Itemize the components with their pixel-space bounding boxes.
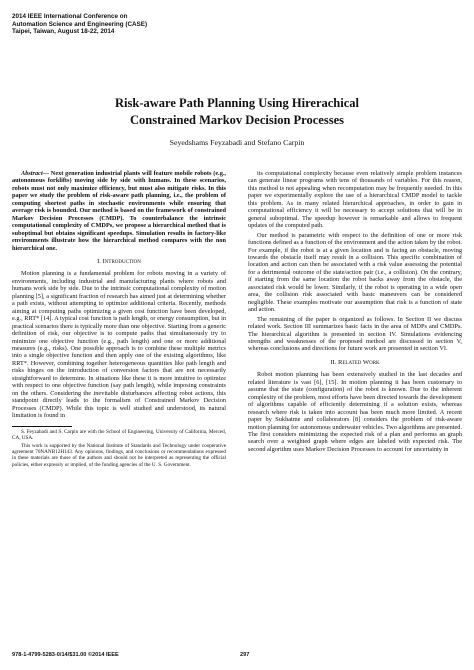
intro-paragraph-method: Our method is parametric with respect to the definition of one or more risk functions defined as a function of the environment and the action taken by the robot. For example, if the robot is at a given location and is facing an obstacle, moving towards the obstacle itself may result in a collision. This specific combination of location and action can then be associated with a risk value assessing the potential for a detrimental outcome of the state/action pair (i.e., a collision). On the contrary, if starting from the same location the robot backs away from the obstacle, the associated risk would be lower. Similarly, if the robot is operating in a wide open area, the collision risk associated with basic maneuvers can be considered negligible. These examples motivate our assumption that risk is a function of state and action. [248,231,462,314]
paper-title-line-1: Risk-aware Path Planning Using Hirerachical [115,96,359,110]
author-line: Seyedshams Feyzabadi and Stefano Carpin [169,138,305,147]
related-work-paragraph: Robot motion planning has been extensively studied in the last decades and related literature is vast [6], [15]. In motion planning it has been customary to assume that the state (configuration) of the robot is known. Due to the inherent complexity of the problem, most efforts have been directed towards the development of algorithms capable of efficiently determining if a solution exists, whereas research where risk is taken into account has been much more limited. A recent paper by Sukhatme and collaborators [8] considers the problem of risk-aware motion planning for autonomous underwater vehicles. Two algorithms are presented. The first considers minimizing the expected risk of a plan and performs an graph search over a weighted graph where edges are labeled with expected risk. The second algorithm uses Markov Decision Processes to account for uncertainty in [248,371,463,453]
conference-header-line-1: 2014 IEEE International Conference on [12,13,128,20]
conference-header [12,13,312,36]
intro-paragraph-continued: its computational complexity because even relatively simple problem instances can generate linear programs with tens of thousands of variables. For this reason, this method is not appealing when recomputation may be frequently needed. In this paper we experimentally explore the use of a hierarchical CMDP model to tackle this problem. As in many related hierarchical approaches, in order to gain in computational efficiency it will be necessary to accept solutions that will be in general suboptimal. The speedup however is remarkable and allows to frequent updates of the computed path. [248,170,462,230]
page-number: 297 [240,652,250,658]
right-column [248,170,462,455]
paper-title [0,95,474,129]
abstract-text: — Next generation industrial plants will feature mobile robots (e.g., autonomous forklifts) moving side by side with humans. In these scenarios, robots must not only maximize efficiency, but must also mitigate risks. In this paper we study the problem of risk-aware path planning, i.e., the problem of computing shortest paths in stochastic environments while ensuring that average risk is bounded. Our method is based on the framework of constrained Markov Decision Processes (CMDP). To counterbalance the intrinsic computational complexity of CMDPs, we propose a hierarchical method that is suboptimal but obtains significant speedups. Simulation results in factory-like environments illustrate how the hierarchical method compares with the non hierarchical one. [12,170,226,252]
conference-header-line-2: Automation Science and Engineering (CASE) [12,20,148,28]
abstract [12,170,226,252]
section-title-related-work: II. Related Work [330,358,380,366]
conference-header-line-3: Taipei, Taiwan, August 18-22, 2014 [12,28,115,36]
intro-paragraph-organization: The remaining of the paper is organized as follows. In Section II we discuss related work. Section III summarizes basic facts in the area of MDPs and CMDPs. The hierarchical algorithm is presented in section IV. Simulations evidencing strengths and weaknesses of the proposed method are discussed in section V, whereas conclusions and directions for future work are presented in section VI. [248,315,462,353]
left-column [12,170,226,470]
footer-isbn: 978-1-4799-5283-0/14/$31.00 ©2014 IEEE [12,652,119,658]
footnote-funding: This work is supported by the National Institute of Standards and Technology under cooperative agreement 70NANB12H143. Any opinions, findings, and conclusions or recommendations expressed in these materials are those of the authors and should not be interpreted as representing the official policies, either expressly or implied, of the funding agencies of the U. S. Government. [12,442,226,468]
abstract-lead: Abstract [21,170,43,177]
paper-title-line-2: Constrained Markov Decision Processes [130,113,344,127]
footnote-affiliation: S. Feyzabadi and S. Carpin are with the School of Engineering, University of California, Merced, CA, USA. [12,428,226,441]
footnote-divider [12,426,72,427]
intro-paragraph: Motion planning is a fundamental problem for robots moving in a variety of environments, including industrial and manufacturing plants where robots and humans work side by side. Due to the intrinsic computational complexity of motion planning [5], a significant fraction of research has aimed just at determining whether a path exists, without attempting to optimize additional criteria. Recently, methods aiming at computing paths optimizing a given cost function have been developed, e.g., RRT* [14]. A typical cost function is path length, or energy consumption, but in practical scenarios there is typically more than one objective. Starting from a generic definition of risk, our objective is to compute paths that simultaneously try to minimize one objective function (e.g., path length) and one or more additional measures (e.g., risks). One possible approach is to combine these multiple metrics into a single objective function and then apply one of the existing algorithms, like RRT*. However, combining together heterogeneous quantities like path length and risks hinges on the introduction of conversion factors that are not necessarily straightforward to determine. In situations like these it is more intuitive to optimize with respect to one objective function (say path length), while imposing constraints on the others. Considering the inevitable disturbances affecting robot actions, this standpoint directly leads to the formalism of Constrained Markov Decision Processes (CMDP). While this topic is well studied and understood, its natural limitation is found in [12,270,226,420]
section-title-introduction: I. Introduction [97,257,141,265]
